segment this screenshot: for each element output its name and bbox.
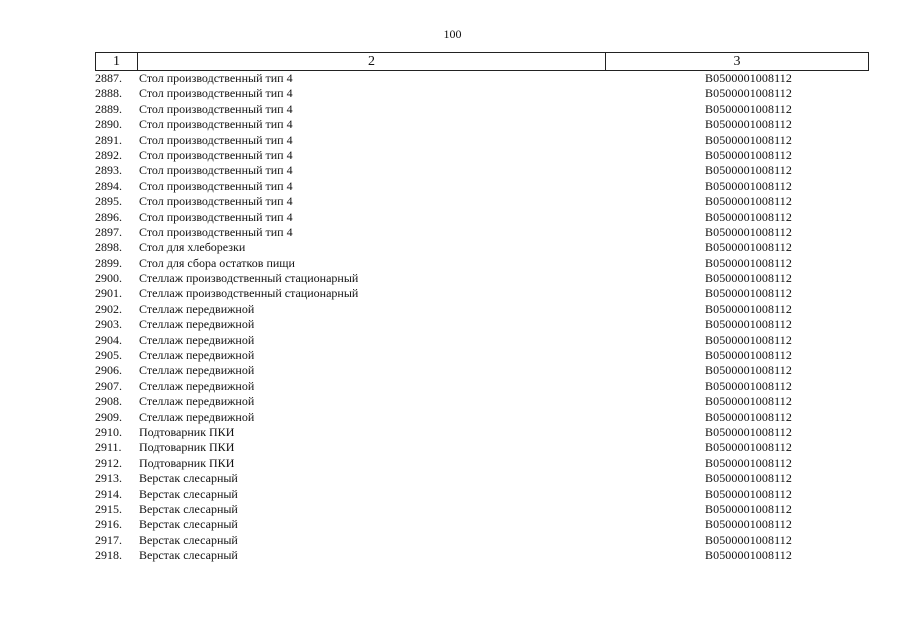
row-name: Стеллаж передвижной [139,363,255,378]
row-number: 2904. [95,332,122,347]
table-row [95,517,869,532]
table-row [95,194,869,209]
row-code: В0500001008112 [705,224,792,239]
row-code: В0500001008112 [705,101,792,116]
row-number: 2893. [95,163,122,178]
row-name: Верстак слесарный [139,548,238,563]
table-row [95,348,869,363]
row-code: В0500001008112 [705,471,792,486]
row-code: В0500001008112 [705,394,792,409]
row-name: Стеллаж производственный стационарный [139,286,359,301]
row-name: Подтоварник ПКИ [139,440,235,455]
row-name: Подтоварник ПКИ [139,424,235,439]
table-row [95,302,869,317]
row-number: 2897. [95,224,122,239]
table-row [95,225,869,240]
table-row [95,487,869,502]
table-row [95,317,869,332]
row-number: 2887. [95,71,122,85]
row-code: В0500001008112 [705,71,792,85]
table-row [95,440,869,455]
row-code: В0500001008112 [705,548,792,563]
row-number: 2911. [95,440,122,455]
row-code: В0500001008112 [705,348,792,363]
row-number: 2912. [95,455,122,470]
row-name: Стол для сбора остатков пищи [139,255,295,270]
table-header [95,52,869,71]
row-code: В0500001008112 [705,240,792,255]
row-name: Стеллаж передвижной [139,301,255,316]
row-name: Стеллаж передвижной [139,332,255,347]
table-row [95,210,869,225]
table-row [95,471,869,486]
table-row [95,394,869,409]
row-name: Стол производственный тип 4 [139,71,293,85]
row-name: Стол производственный тип 4 [139,147,293,162]
row-code: В0500001008112 [705,363,792,378]
row-number: 2914. [95,486,122,501]
table-row [95,117,869,132]
table-row [95,533,869,548]
row-number: 2915. [95,501,122,516]
row-name: Стол производственный тип 4 [139,224,293,239]
row-name: Стол производственный тип 4 [139,178,293,193]
row-code: В0500001008112 [705,117,792,132]
row-name: Верстак слесарный [139,532,238,547]
row-number: 2888. [95,86,122,101]
row-name: Стол производственный тип 4 [139,101,293,116]
row-code: В0500001008112 [705,378,792,393]
row-code: В0500001008112 [705,424,792,439]
inventory-table [95,52,869,564]
row-name: Верстак слесарный [139,517,238,532]
table-row [95,179,869,194]
row-name: Верстак слесарный [139,486,238,501]
row-name: Подтоварник ПКИ [139,455,235,470]
column-header-3: 3 [606,53,869,70]
row-code: В0500001008112 [705,86,792,101]
row-number: 2902. [95,301,122,316]
row-code: В0500001008112 [705,409,792,424]
table-row [95,71,869,86]
row-code: В0500001008112 [705,209,792,224]
table-row [95,548,869,563]
row-number: 2909. [95,409,122,424]
row-number: 2918. [95,548,122,563]
row-name: Верстак слесарный [139,471,238,486]
table-row [95,379,869,394]
row-number: 2916. [95,517,122,532]
row-code: В0500001008112 [705,178,792,193]
page-number: 100 [443,27,462,41]
row-code: В0500001008112 [705,163,792,178]
row-number: 2905. [95,348,122,363]
row-number: 2901. [95,286,122,301]
row-name: Стол производственный тип 4 [139,163,293,178]
row-number: 2907. [95,378,122,393]
row-code: В0500001008112 [705,301,792,316]
row-number: 2895. [95,194,122,209]
table-row [95,456,869,471]
row-name: Стеллаж передвижной [139,348,255,363]
row-number: 2910. [95,424,122,439]
row-number: 2903. [95,317,122,332]
table-row [95,163,869,178]
column-header-1: 1 [95,53,138,70]
row-name: Стол производственный тип 4 [139,117,293,132]
row-number: 2889. [95,101,122,116]
table-row [95,133,869,148]
row-name: Стол производственный тип 4 [139,132,293,147]
row-code: В0500001008112 [705,455,792,470]
row-name: Стол производственный тип 4 [139,86,293,101]
row-code: В0500001008112 [705,271,792,286]
table-row [95,286,869,301]
row-number: 2894. [95,178,122,193]
row-number: 2896. [95,209,122,224]
table-row [95,86,869,101]
row-name: Стеллаж производственный стационарный [139,271,359,286]
row-number: 2899. [95,255,122,270]
row-number: 2900. [95,271,122,286]
row-number: 2908. [95,394,122,409]
row-code: В0500001008112 [705,501,792,516]
row-name: Стол производственный тип 4 [139,209,293,224]
row-number: 2892. [95,147,122,162]
row-name: Стол для хлеборезки [139,240,246,255]
row-number: 2898. [95,240,122,255]
table-row [95,502,869,517]
row-number: 2891. [95,132,122,147]
row-code: В0500001008112 [705,517,792,532]
table-row [95,363,869,378]
row-number: 2906. [95,363,122,378]
table-row [95,333,869,348]
row-code: В0500001008112 [705,332,792,347]
row-code: В0500001008112 [705,255,792,270]
row-name: Стол производственный тип 4 [139,194,293,209]
row-name: Верстак слесарный [139,501,238,516]
row-code: В0500001008112 [705,440,792,455]
row-code: В0500001008112 [705,286,792,301]
table-row [95,410,869,425]
table-row [95,271,869,286]
row-code: В0500001008112 [705,132,792,147]
row-name: Стеллаж передвижной [139,394,255,409]
column-header-2: 2 [138,53,606,70]
table-body [95,71,869,564]
row-name: Стеллаж передвижной [139,409,255,424]
table-row [95,256,869,271]
row-code: В0500001008112 [705,486,792,501]
row-code: В0500001008112 [705,194,792,209]
table-row [95,102,869,117]
table-row [95,425,869,440]
row-number: 2917. [95,532,122,547]
table-row [95,240,869,255]
row-code: В0500001008112 [705,147,792,162]
row-number: 2890. [95,117,122,132]
row-number: 2913. [95,471,122,486]
table-row [95,148,869,163]
row-name: Стеллаж передвижной [139,378,255,393]
row-name: Стеллаж передвижной [139,317,255,332]
row-code: В0500001008112 [705,532,792,547]
row-code: В0500001008112 [705,317,792,332]
